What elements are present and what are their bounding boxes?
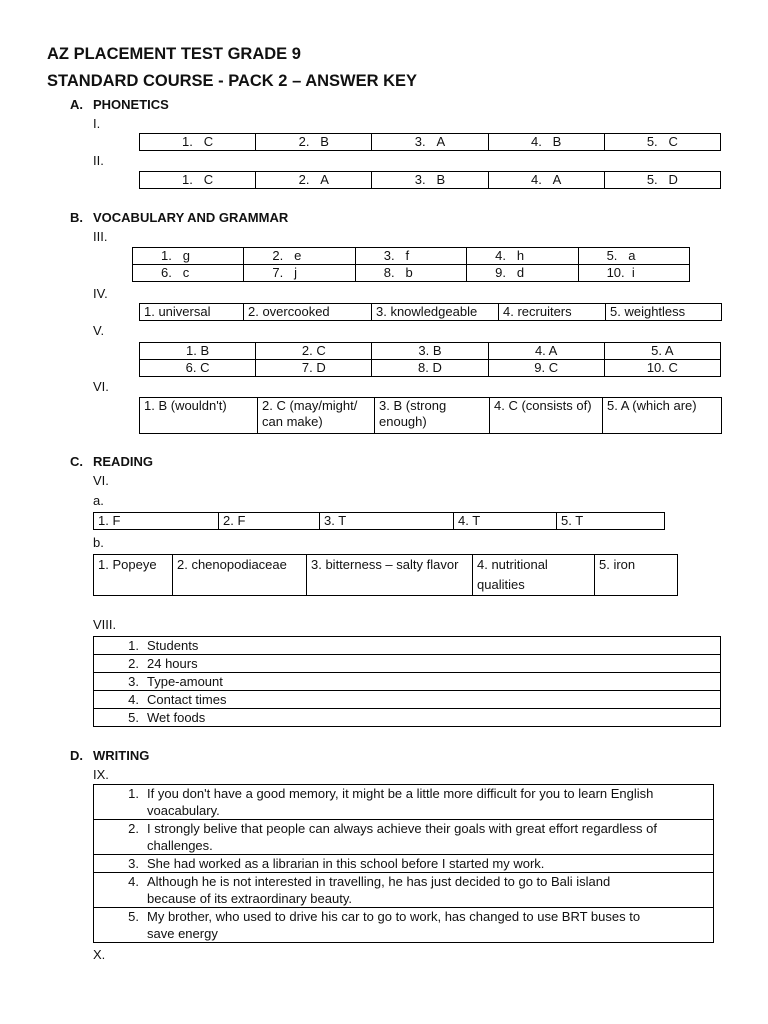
answer-cell: 1. C xyxy=(140,172,256,189)
part-label: V. xyxy=(93,323,105,338)
answer-cell: 3. A xyxy=(372,134,488,151)
phonetics-part-2-table xyxy=(139,171,721,189)
list-item: 4. Contact times xyxy=(94,691,721,709)
part-label: I. xyxy=(93,116,101,131)
answer-cell: 3. B xyxy=(372,343,488,360)
section-c-heading: C. READING xyxy=(70,454,153,469)
reading-gap-fill-table xyxy=(93,636,721,727)
part-label: VI. xyxy=(93,473,109,488)
answer-cell: 1. B (wouldn't) xyxy=(140,398,258,434)
answer-cell: 5. iron xyxy=(595,555,678,596)
answer-cell: 5. A xyxy=(604,343,720,360)
answer-cell: 1. F xyxy=(94,513,219,530)
reading-short-answer-table xyxy=(93,554,678,596)
list-item: 3. She had worked as a librarian in this school before I started my work. xyxy=(94,855,714,873)
answer-cell: 8. D xyxy=(372,360,488,377)
answer-cell: 4. nutritional qualities xyxy=(473,555,595,596)
answer-cell: 7. D xyxy=(256,360,372,377)
error-part-6-table xyxy=(139,397,722,434)
answer-cell: 9. C xyxy=(488,360,604,377)
list-item: 4. Although he is not interested in travelling, he has just decided to go to Bali island because of its extraordinary beauty. xyxy=(94,873,714,908)
part-label: III. xyxy=(93,229,108,244)
part-label: X. xyxy=(93,947,106,962)
section-a-heading: A. PHONETICS xyxy=(70,97,169,112)
answer-cell: 7. j xyxy=(244,265,355,282)
answer-cell: 2. A xyxy=(256,172,372,189)
grammar-part-5-table xyxy=(139,342,721,377)
answer-cell: 3. B (strong enough) xyxy=(375,398,490,434)
list-item: 1. If you don't have a good memory, it might be a little more difficult for you to learn English voacabulary. xyxy=(94,785,714,820)
list-item: 3. Type-amount xyxy=(94,673,721,691)
answer-cell: 2. chenopodiaceae xyxy=(173,555,307,596)
part-label: b. xyxy=(93,535,104,550)
answer-cell: 5. A (which are) xyxy=(603,398,722,434)
section-d-heading: D. WRITING xyxy=(70,748,150,763)
part-label: IV. xyxy=(93,286,108,301)
answer-cell: 4. h xyxy=(467,248,578,265)
answer-cell: 1. universal xyxy=(140,304,244,321)
answer-cell: 10. i xyxy=(578,265,689,282)
list-item: 2. I strongly belive that people can always achieve their goals with great effort regardless of challenges. xyxy=(94,820,714,855)
part-label: VI. xyxy=(93,379,109,394)
section-b-heading: B. VOCABULARY AND GRAMMAR xyxy=(70,210,289,225)
part-label: II. xyxy=(93,153,104,168)
reading-true-false-table xyxy=(93,512,665,530)
phonetics-part-1-table xyxy=(139,133,721,151)
answer-cell: 4. T xyxy=(454,513,557,530)
answer-cell: 2. B xyxy=(256,134,372,151)
page-subtitle: STANDARD COURSE - PACK 2 – ANSWER KEY xyxy=(47,72,418,90)
answer-cell: 6. c xyxy=(133,265,244,282)
part-label: a. xyxy=(93,493,104,508)
answer-cell: 4. A xyxy=(488,343,604,360)
answer-cell: 5. D xyxy=(604,172,720,189)
answer-cell: 2. e xyxy=(244,248,355,265)
answer-cell: 3. T xyxy=(320,513,454,530)
sentence-rewriting-table xyxy=(93,784,714,943)
answer-cell: 2. overcooked xyxy=(244,304,372,321)
word-form-part-4-table xyxy=(139,303,722,321)
answer-cell: 6. C xyxy=(140,360,256,377)
answer-cell: 1. B xyxy=(140,343,256,360)
answer-cell: 3. f xyxy=(355,248,466,265)
part-label: IX. xyxy=(93,767,109,782)
answer-cell: 3. bitterness – salty flavor xyxy=(307,555,473,596)
answer-cell: 1. g xyxy=(133,248,244,265)
answer-cell: 4. A xyxy=(488,172,604,189)
answer-cell: 5. weightless xyxy=(606,304,722,321)
part-label: VIII. xyxy=(93,617,117,632)
answer-cell: 10. C xyxy=(604,360,720,377)
answer-cell: 1. C xyxy=(140,134,256,151)
list-item: 2. 24 hours xyxy=(94,655,721,673)
list-item: 5. My brother, who used to drive his car to go to work, has changed to use BRT buses to save energy xyxy=(94,908,714,943)
answer-cell: 4. C (consists of) xyxy=(490,398,603,434)
list-item: 1. Students xyxy=(94,637,721,655)
answer-cell: 5. a xyxy=(578,248,689,265)
answer-cell: 5. T xyxy=(557,513,665,530)
answer-cell: 2. C (may/might/ can make) xyxy=(258,398,375,434)
answer-cell: 3. knowledgeable xyxy=(372,304,499,321)
matching-part-3-table xyxy=(132,247,690,282)
answer-cell: 3. B xyxy=(372,172,488,189)
answer-cell: 5. C xyxy=(604,134,720,151)
answer-cell: 1. Popeye xyxy=(94,555,173,596)
list-item: 5. Wet foods xyxy=(94,709,721,727)
answer-cell: 9. d xyxy=(467,265,578,282)
answer-cell: 2. F xyxy=(219,513,320,530)
answer-cell: 2. C xyxy=(256,343,372,360)
answer-cell: 4. B xyxy=(488,134,604,151)
answer-cell: 8. b xyxy=(355,265,466,282)
answer-cell: 4. recruiters xyxy=(499,304,606,321)
page-title: AZ PLACEMENT TEST GRADE 9 xyxy=(47,45,301,63)
